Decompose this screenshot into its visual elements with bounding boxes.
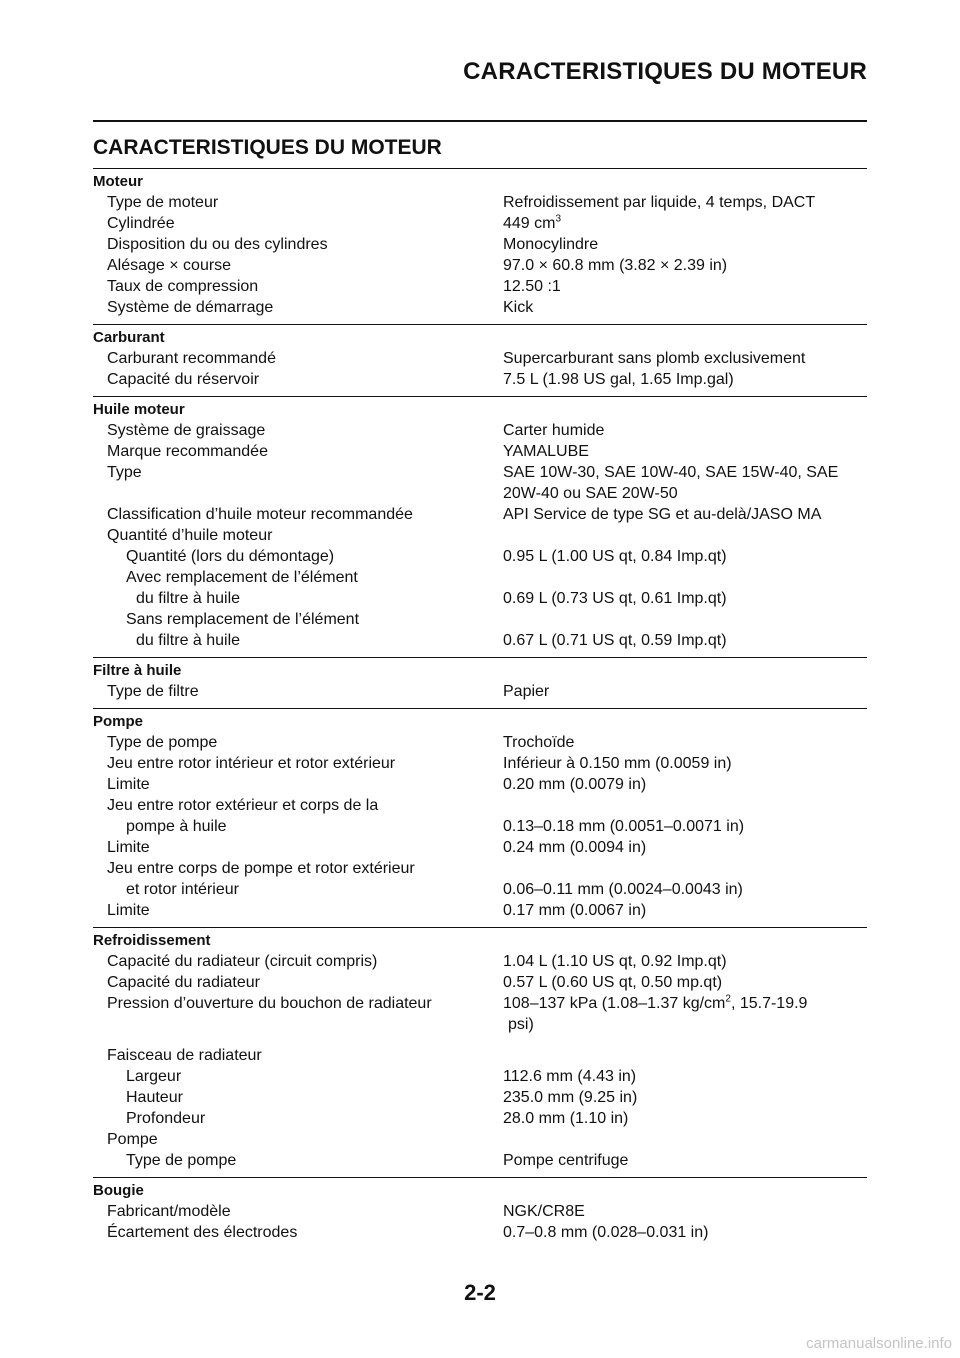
spec-label: Capacité du radiateur (107, 974, 260, 991)
spec-label: Pression d’ouverture du bouchon de radiateur (107, 995, 432, 1012)
spec-table (93, 168, 867, 1249)
spec-label: Système de graissage (107, 422, 266, 439)
spec-value: 97.0 × 60.8 mm (3.82 × 2.39 in) (503, 257, 728, 274)
spec-row-faisceau (93, 1045, 867, 1066)
spec-label: Sans remplacement de l’élément (126, 611, 360, 628)
spec-row-type-huile (93, 462, 867, 483)
spec-label: Cylindrée (107, 215, 175, 232)
spec-value: 0.24 mm (0.0094 in) (503, 839, 647, 856)
spec-row-cylindree (93, 213, 867, 234)
spec-label: pompe à huile (126, 818, 227, 835)
spec-label: Faisceau de radiateur (107, 1047, 262, 1064)
spec-label: Largeur (126, 1068, 182, 1085)
spec-row-pompe-refroid (93, 1129, 867, 1150)
group-title-pompe: Pompe (93, 713, 144, 730)
spec-value: API Service de type SG et au-delà/JASO MA (503, 506, 822, 523)
spec-value: 7.5 L (1.98 US gal, 1.65 Imp.gal) (503, 371, 734, 388)
spec-row-largeur (93, 1066, 867, 1087)
spec-label: Carburant recommandé (107, 350, 276, 367)
spec-label: Disposition du ou des cylindres (107, 236, 328, 253)
spec-value: 0.13–0.18 mm (0.0051–0.0071 in) (503, 818, 745, 835)
group-pompe (93, 708, 867, 927)
spec-row-marque (93, 441, 867, 462)
spec-row-limite-3 (93, 900, 867, 921)
spec-label: Classification d’huile moteur recommandée (107, 506, 413, 523)
group-title-huile: Huile moteur (93, 401, 185, 418)
spec-row-pression-bouchon-cont (93, 1014, 867, 1035)
spec-row-sans-remplacement (93, 609, 867, 630)
spec-row-pression-bouchon (93, 993, 867, 1014)
spec-value: 0.95 L (1.00 US qt, 0.84 Imp.qt) (503, 548, 727, 565)
spec-label: Limite (107, 776, 150, 793)
group-huile-moteur (93, 396, 867, 657)
spec-label: Jeu entre corps de pompe et rotor extérieur (107, 860, 415, 877)
page-header-title: CARACTERISTIQUES DU MOTEUR (463, 58, 867, 85)
spec-row-disposition (93, 234, 867, 255)
spec-label: Capacité du réservoir (107, 371, 260, 388)
spec-value: 0.7–0.8 mm (0.028–0.031 in) (503, 1224, 709, 1241)
spec-row-classification (93, 504, 867, 525)
spec-row-compression (93, 276, 867, 297)
spec-row-quantite (93, 525, 867, 546)
spec-row-capacite-circuit (93, 951, 867, 972)
spec-row-graissage (93, 420, 867, 441)
spec-label: Quantité (lors du démontage) (126, 548, 335, 565)
pression-value-part2: , 15.7-19.9 (730, 995, 808, 1012)
page-number: 2-2 (464, 1280, 496, 1305)
spec-value: 0.06–0.11 mm (0.0024–0.0043 in) (503, 881, 743, 898)
spec-label: Quantité d’huile moteur (107, 527, 273, 544)
spec-label: Pompe (107, 1131, 158, 1148)
spec-row-type-pompe (93, 732, 867, 753)
spec-label: Profondeur (126, 1110, 206, 1127)
spec-label: Capacité du radiateur (circuit compris) (107, 953, 378, 970)
spec-row-ecartement (93, 1222, 867, 1243)
spec-row-capacite-radiateur (93, 972, 867, 993)
spec-label: Alésage × course (107, 257, 232, 274)
spec-value: Inférieur à 0.150 mm (0.0059 in) (503, 755, 732, 772)
pression-value-part1: 108–137 kPa (1.08–1.37 kg/cm (503, 995, 726, 1012)
spec-label: Système de démarrage (107, 299, 274, 316)
spec-value: Kick (503, 299, 534, 316)
spec-value: 28.0 mm (1.10 in) (503, 1110, 629, 1127)
spec-row-avec-remplacement-cont (93, 588, 867, 609)
spec-label: Type de pompe (107, 734, 218, 751)
watermark: carmanualsonline.info (806, 1335, 952, 1352)
spec-value: SAE 10W-30, SAE 10W-40, SAE 15W-40, SAE (503, 464, 839, 481)
cylindree-value: 449 cm (503, 215, 556, 232)
page-header (93, 58, 867, 122)
group-refroidissement (93, 927, 867, 1177)
spec-value: Refroidissement par liquide, 4 temps, DACT (503, 194, 816, 211)
spec-value: 0.67 L (0.71 US qt, 0.59 Imp.qt) (503, 632, 727, 649)
spec-value (503, 993, 867, 1014)
spec-row-capacite-reservoir (93, 369, 867, 390)
spec-row-alesage (93, 255, 867, 276)
superscript: 3 (555, 213, 562, 225)
spec-row-demarrage (93, 297, 867, 318)
spec-value: 0.69 L (0.73 US qt, 0.61 Imp.qt) (503, 590, 727, 607)
spec-label: Fabricant/modèle (107, 1203, 231, 1220)
spec-row-limite-2 (93, 837, 867, 858)
spec-value: NGK/CR8E (503, 1203, 585, 1220)
spec-value (503, 213, 867, 234)
spec-row-quantite-demontage (93, 546, 867, 567)
spec-row-hauteur (93, 1087, 867, 1108)
spec-label: Jeu entre rotor extérieur et corps de la (107, 797, 379, 814)
spec-row-type-pompe-refroid (93, 1150, 867, 1171)
spec-value: Carter humide (503, 422, 605, 439)
spec-label: Jeu entre rotor intérieur et rotor extérieur (107, 755, 396, 772)
spec-label: Marque recommandée (107, 443, 268, 460)
group-carburant (93, 324, 867, 396)
spec-row-profondeur (93, 1108, 867, 1129)
spec-value: 20W-40 ou SAE 20W-50 (503, 485, 678, 502)
group-moteur (93, 168, 867, 324)
spec-label: Avec remplacement de l’élément (126, 569, 358, 586)
spec-label: Limite (107, 839, 150, 856)
group-title-refroidissement: Refroidissement (93, 932, 211, 949)
spec-row-jeu-corps-cont (93, 816, 867, 837)
spec-value: 0.57 L (0.60 US qt, 0.50 mp.qt) (503, 974, 723, 991)
spec-label: Type de moteur (107, 194, 219, 211)
spec-label: Type de pompe (126, 1152, 237, 1169)
spec-value: Supercarburant sans plomb exclusivement (503, 350, 806, 367)
spec-row-type-huile-cont (93, 483, 867, 504)
spec-label: du filtre à huile (136, 632, 241, 649)
spec-row-limite-1 (93, 774, 867, 795)
spec-row-jeu-corps (93, 795, 867, 816)
spec-value: Pompe centrifuge (503, 1152, 629, 1169)
group-filtre-huile (93, 657, 867, 708)
spec-row-jeu-rotors (93, 753, 867, 774)
spec-label: du filtre à huile (136, 590, 241, 607)
spec-value: 235.0 mm (9.25 in) (503, 1089, 638, 1106)
group-title-moteur: Moteur (93, 173, 143, 190)
spec-row-jeu-corps-rotor-cont (93, 879, 867, 900)
spec-label: Type (107, 464, 142, 481)
group-title-carburant: Carburant (93, 329, 165, 346)
spec-value: 1.04 L (1.10 US qt, 0.92 Imp.qt) (503, 953, 727, 970)
spec-row-fabricant (93, 1201, 867, 1222)
group-title-bougie: Bougie (93, 1182, 144, 1199)
spec-value: YAMALUBE (503, 443, 589, 460)
spec-value: Papier (503, 683, 550, 700)
spec-row-carburant-recommande (93, 348, 867, 369)
spec-label: Limite (107, 902, 150, 919)
superscript: 2 (725, 993, 731, 1005)
spec-row-type-filtre (93, 681, 867, 702)
spec-value: 12.50 :1 (503, 278, 561, 295)
spec-label: Taux de compression (107, 278, 259, 295)
group-title-filtre: Filtre à huile (93, 662, 182, 679)
spec-value: 112.6 mm (4.43 in) (503, 1068, 637, 1085)
section-title: CARACTERISTIQUES DU MOTEUR (93, 136, 442, 159)
spec-label: et rotor intérieur (126, 881, 239, 898)
spec-row-sans-remplacement-cont (93, 630, 867, 651)
spec-value: Trochoïde (503, 734, 575, 751)
spec-value: psi) (508, 1016, 534, 1033)
spec-value: Monocylindre (503, 236, 599, 253)
spec-label: Écartement des électrodes (107, 1224, 298, 1241)
spec-label: Hauteur (126, 1089, 183, 1106)
spec-label: Type de filtre (107, 683, 199, 700)
spec-value: 0.17 mm (0.0067 in) (503, 902, 647, 919)
spec-row-type-moteur (93, 192, 867, 213)
spec-value: 0.20 mm (0.0079 in) (503, 776, 647, 793)
spec-row-avec-remplacement (93, 567, 867, 588)
group-bougie (93, 1177, 867, 1249)
spec-row-jeu-corps-rotor (93, 858, 867, 879)
